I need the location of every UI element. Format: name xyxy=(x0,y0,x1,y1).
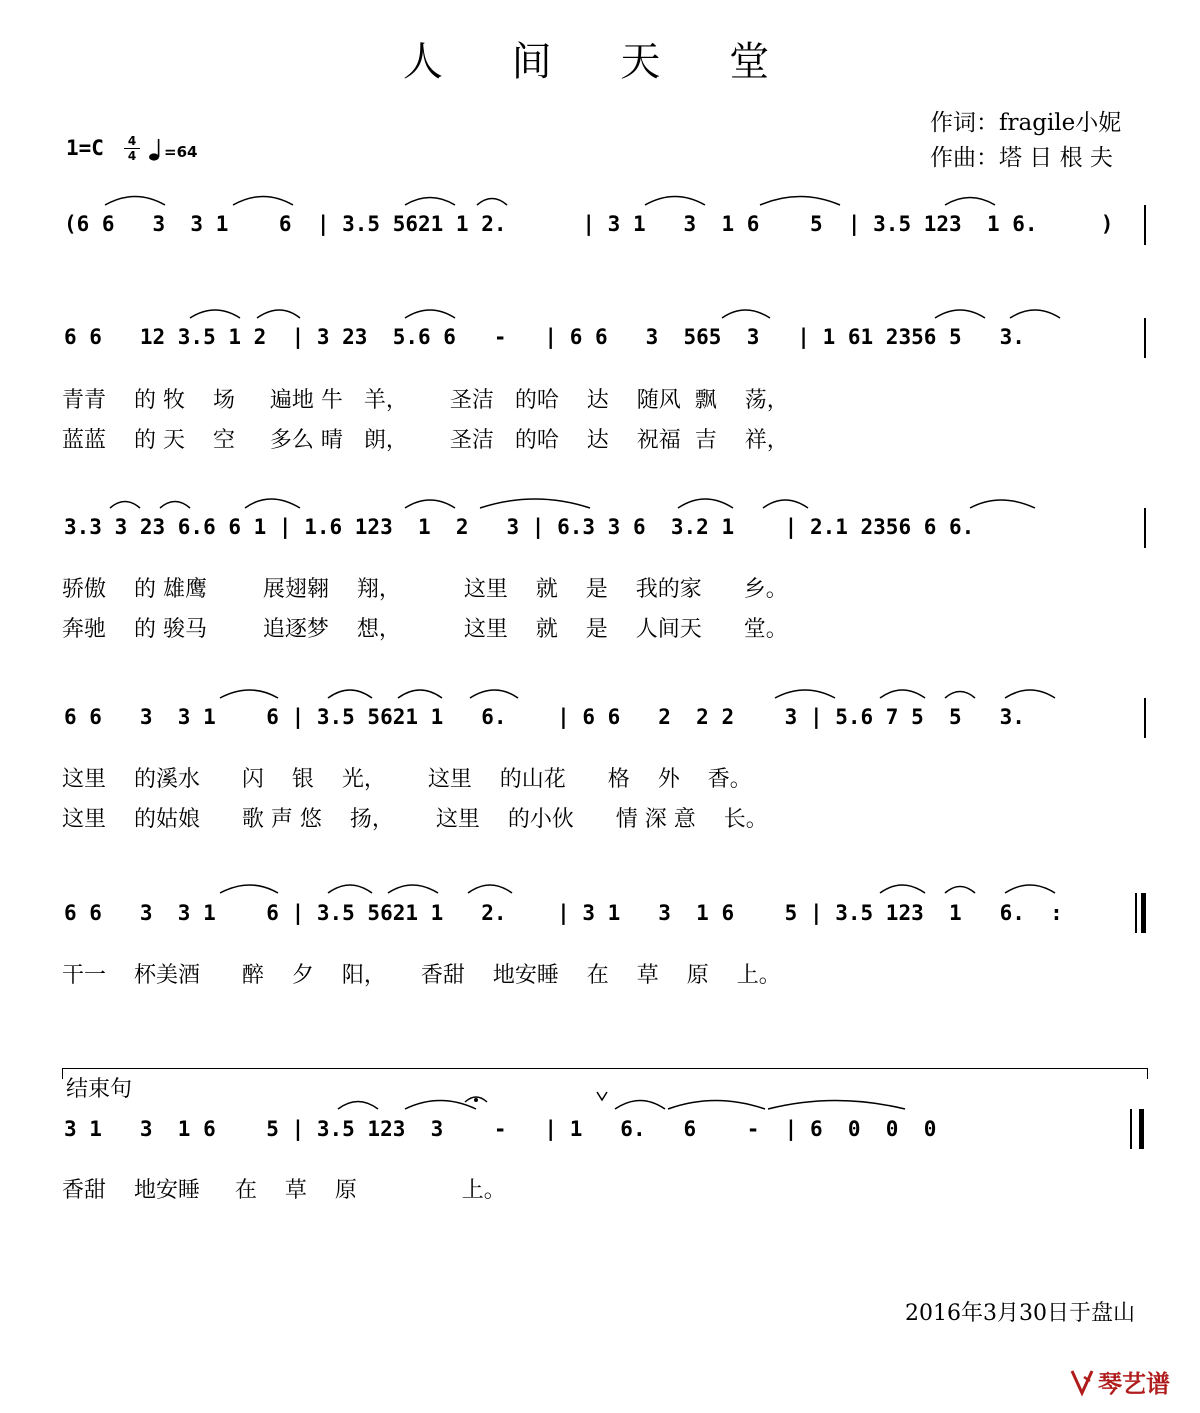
notes-line: 3.3 3 23 6.6 6 1 | 1.6 123 1 2 3 | 6.3 3 6 3.2 1 | 2.1 2356 6 6. xyxy=(64,515,975,539)
notes-line: 6 6 3 3 1 6 | 3.5 5621 1 2. | 3 1 3 1 6 5 | 3.5 123 1 6. : xyxy=(64,901,1063,925)
lyric-line: 蓝蓝 的 天 空 多么 晴 朗， 圣洁 的哈 达 祝福 吉 祥， xyxy=(62,428,789,453)
composer-credit: 作曲：塔 日 根 夫 xyxy=(930,145,1113,171)
lyric-line: 骄傲 的 雄鹰 展翅翱 翔， 这里 就 是 我的家 乡。 xyxy=(62,577,788,602)
notes-line: 6 6 3 3 1 6 | 3.5 5621 1 6. | 6 6 2 2 2 3 | 5.6 7 5 5 3. xyxy=(64,705,1025,729)
music-logo-icon xyxy=(1068,1367,1096,1397)
watermark xyxy=(1068,1364,1170,1399)
date-note: 2016年3月30日于盘山 xyxy=(905,1301,1135,1326)
song-title: 人 间 天 堂 xyxy=(402,39,798,85)
lyricist-credit: 作词：fragile小妮 xyxy=(930,110,1122,136)
lyric-line: 这里 的溪水 闪 银 光， 这里 的山花 格 外 香。 xyxy=(62,767,752,792)
watermark-text: 琴艺谱 xyxy=(1098,1370,1170,1398)
key-signature: 1=C xyxy=(66,136,104,160)
lyric-line: 青青 的 牧 场 遍地 牛 羊， 圣洁 的哈 达 随风 飘 荡， xyxy=(62,388,789,413)
notes-line: 6 6 12 3.5 1 2 | 3 23 5.6 6 - | 6 6 3 565 3 | 1 61 2356 5 3. xyxy=(64,325,1025,349)
time-signature-bottom: 4 xyxy=(127,149,137,163)
lyric-line: 干一 杯美酒 醉 夕 阳， 香甜 地安睡 在 草 原 上。 xyxy=(62,963,781,988)
notes-line: (6 6 3 3 1 6 | 3.5 5621 1 2. | 3 1 3 1 6 5 | 3.5 123 1 6. ) xyxy=(64,212,1114,236)
tempo-value: =64 xyxy=(164,143,198,161)
notes-line: 3 1 3 1 6 5 | 3.5 123 3 - | 1 6. 6 - | 6 0 0 0 xyxy=(64,1117,937,1141)
lyric-line: 奔驰 的 骏马 追逐梦 想， 这里 就 是 人间天 堂。 xyxy=(62,617,788,642)
section-label: 结束句 xyxy=(66,1077,133,1102)
lyric-line: 这里 的姑娘 歌 声 悠 扬， 这里 的小伙 情 深 意 长。 xyxy=(62,807,768,832)
lyric-line: 香甜 地安睡 在 草 原 上。 xyxy=(62,1178,506,1203)
time-signature-top: 4 xyxy=(127,134,137,148)
